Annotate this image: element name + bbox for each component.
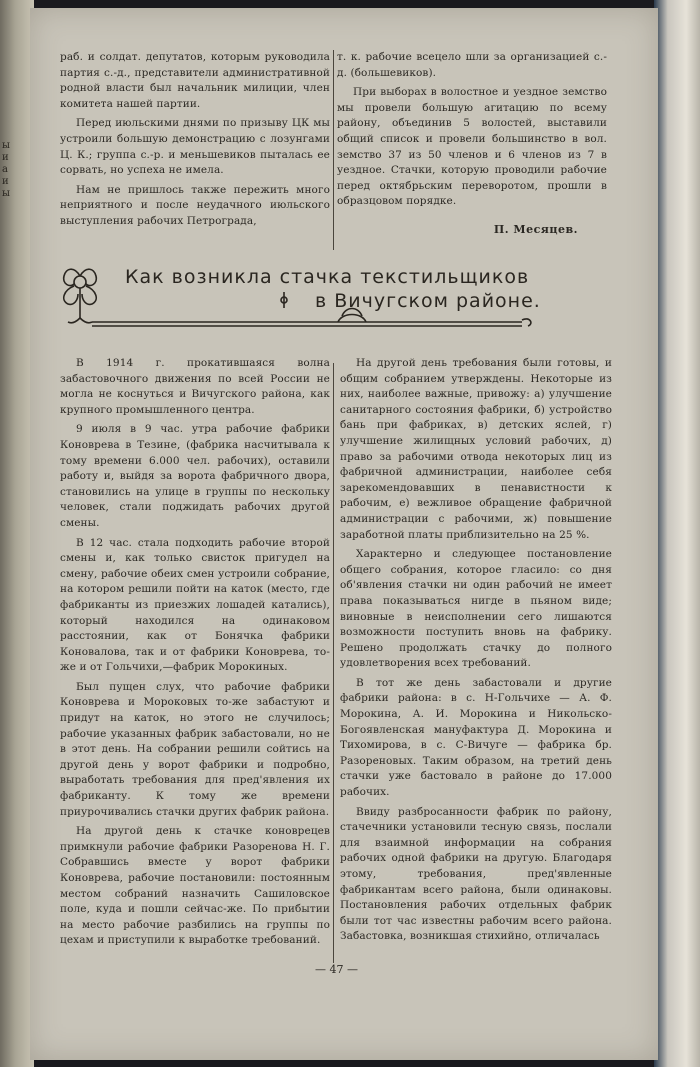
paragraph: Характерно и следующее постановление общего собрания, которое гласило: со дня об'явления стачки ни один рабочий не имеет права показываться нигде в пьяном виде; виновные в неисполнении сего лишаются возможности поступить вновь на фабрику. Решено продолжать стачку до полного удовлетворения всех требований. bbox=[340, 548, 612, 670]
paragraph: На другой день к стачке коноврецев примкнули рабочие фабрики Разоренова Н. Г. Собравшись вместе у ворот фабрики Коноврева, рабочие постановили: постоянным местом собраний назначить Сашиловское поле, куда и пошли сейчас-же. По прибытии на место рабочие разбились на группы по цехам и приступили к выработке требований. bbox=[60, 825, 330, 947]
paragraph: Нам не пришлось также пережить много неприятного и после неудачного июльского выступления рабочих Петрограда, bbox=[60, 183, 330, 227]
article-headline bbox=[125, 265, 575, 313]
paragraph: 9 июля в 9 час. утра рабочие фабрики Коноврева в Тезине, (фабрика насчитывала к тому времени 6.000 чел. рабочих), оставили работу и, выйдя за ворота фабричного двора, становились на улице в группы по нескольку человек, стали поджидать рабочих другой смены. bbox=[60, 423, 330, 529]
book-page-edges-right bbox=[654, 0, 700, 1067]
paragraph: В тот же день забастовали и другие фабрики района: в с. Н-Гольчихе — А. Ф. Морокина, А. И. Морокина и Никольско-Богоявленская мануфактура Д. Морокина и Тихомирова, в с. С-Вичуге — фабрика бр. Разореновых. Таким образом, на третий день стачки уже бастовало в районе до 17.000 рабочих. bbox=[340, 676, 612, 799]
paragraph: Был пущен слух, что рабочие фабрики Коноврева и Мороковых то-же забастуют и придут на каток, но этого не случилось; рабочие указанных фабрик забастовали, но не в этот день. На собрании решили сойтись на другой день у ворот фабрики и подробно, выработать требования для пред'явления их фабриканту. К тому же времени приурочивались стачки других фабрик района. bbox=[60, 680, 330, 818]
page-number: — 47 — bbox=[315, 963, 358, 976]
top-right-column bbox=[337, 50, 607, 250]
author-signature: П. Месяцев. bbox=[493, 223, 578, 236]
paragraph: На другой день требования были готовы, и общим собранием утверждены. Некоторые из них, наиболее важные, привожу: а) улучшение санитарного состояния фабрики, б) устройство бань при фабриках, в) детских яслей, г) улучшение жилищных условий рабочих, д) право за рабочими отвода некоторых лиц из фабричной администрации, наиболее себя зарекомендовавших в пенавистности к рабочим, е) вежливое обращение фабричной администрации с рабочими, ж) повышение заработной платы приблизительно на 25 %. bbox=[340, 357, 612, 541]
paragraph: В 1914 г. прокатившаяся волна забастовочного движения по всей России не могла не коснуться и Вичугского района, как крупного промышленного центра. bbox=[60, 357, 330, 416]
adjacent-page-edge-text: ы и а и ы bbox=[2, 140, 10, 199]
paragraph: раб. и солдат. депутатов, которым руководила партия с.-д., представители административной родной власти был начальник милиции, член комитета нашей партии. bbox=[60, 51, 330, 110]
top-left-column bbox=[60, 50, 330, 250]
main-right-column bbox=[340, 356, 612, 958]
paragraph: Перед июльскими днями по призыву ЦК мы устроили большую демонстрацию с лозунгами Ц. К.; группа с.-р. и меньшевиков пыталась ее сорвать, но успеха не имела. bbox=[60, 117, 330, 177]
book-spine-left bbox=[0, 0, 34, 1067]
headline-line-2: в Вичугском районе. bbox=[315, 290, 541, 312]
book-page bbox=[30, 8, 658, 1060]
paragraph: Ввиду разбросанности фабрик по району, стачечники установили тесную связь, послали для взаимной информации на собрания рабочих одной фабрики на другую. Благодаря этому, требования, пред'явленные фабрикантам всего района, были одинаковы. Постановления рабочих отдельных фабрик были тот час известны рабочим всего района. Забастовка, возникшая стихийно, отличалась bbox=[340, 805, 612, 943]
column-rule bbox=[333, 50, 334, 250]
paragraph: В 12 час. стала подходить рабочие второй смены и, как только свисток пригудел на смену, рабочие обеих смен устроили собрание, на котором решили пойти на каток (место, где фабриканты из приезжих лошадей катались), который находился на одинаковом расстоянии, как от Бонячка фабрики Коновалова, так и от фабрики Коноврева, то-же и от Гольчихи,—фабрик Морокиных. bbox=[60, 536, 330, 674]
paragraph: При выборах в волостное и уездное земство мы провели большую агитацию по всему району, объединив 5 волостей, выставили общий список и провели большинство в вол. земство 37 из 50 членов и 6 членов из 7 в уездное. Стачки, которую проводили рабочие перед октябрьским переворотом, прошли в образцовом порядке. bbox=[337, 86, 607, 208]
headline-line-1: Как возникла стачка текстильщиков bbox=[125, 266, 530, 288]
main-left-column bbox=[60, 356, 330, 958]
column-rule bbox=[333, 363, 334, 963]
paragraph: т. к. рабочие всецело шли за организацией с.-д. (большевиков). bbox=[337, 51, 607, 79]
